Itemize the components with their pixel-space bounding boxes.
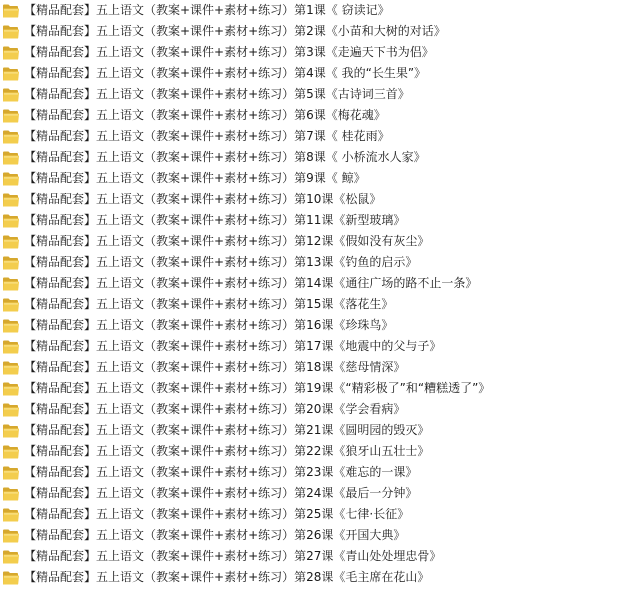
folder-item[interactable] xyxy=(0,231,640,252)
folder-item[interactable] xyxy=(0,273,640,294)
folder-item[interactable] xyxy=(0,42,640,63)
folder-name: 【精品配套】五上语文（教案+课件+素材+练习）第12课《假如没有灰尘》 xyxy=(24,234,430,248)
folder-name: 【精品配套】五上语文（教案+课件+素材+练习）第17课《地震中的父与子》 xyxy=(24,339,442,353)
folder-name: 【精品配套】五上语文（教案+课件+素材+练习）第3课《走遍天下书为侣》 xyxy=(24,45,434,59)
folder-item[interactable] xyxy=(0,462,640,483)
folder-name: 【精品配套】五上语文（教案+课件+素材+练习）第28课《毛主席在花山》 xyxy=(24,570,430,584)
folder-name: 【精品配套】五上语文（教案+课件+素材+练习）第7课《 桂花雨》 xyxy=(24,129,390,143)
folder-icon xyxy=(2,255,20,271)
folder-name: 【精品配套】五上语文（教案+课件+素材+练习）第18课《慈母情深》 xyxy=(24,360,406,374)
folder-item[interactable] xyxy=(0,441,640,462)
folder-item[interactable] xyxy=(0,252,640,273)
folder-item[interactable] xyxy=(0,21,640,42)
folder-icon xyxy=(2,87,20,103)
folder-item[interactable] xyxy=(0,567,640,588)
folder-name: 【精品配套】五上语文（教案+课件+素材+练习）第10课《松鼠》 xyxy=(24,192,382,206)
folder-item[interactable] xyxy=(0,126,640,147)
folder-name: 【精品配套】五上语文（教案+课件+素材+练习）第2课《小苗和大树的对话》 xyxy=(24,24,446,38)
folder-item[interactable] xyxy=(0,210,640,231)
folder-name: 【精品配套】五上语文（教案+课件+素材+练习）第14课《通往广场的路不止一条》 xyxy=(24,276,478,290)
folder-icon xyxy=(2,108,20,124)
folder-item[interactable] xyxy=(0,0,640,21)
folder-item[interactable] xyxy=(0,84,640,105)
folder-icon xyxy=(2,360,20,376)
folder-icon xyxy=(2,297,20,313)
folder-icon xyxy=(2,213,20,229)
folder-icon xyxy=(2,150,20,166)
folder-item[interactable] xyxy=(0,525,640,546)
folder-icon xyxy=(2,24,20,40)
folder-icon xyxy=(2,444,20,460)
folder-name: 【精品配套】五上语文（教案+课件+素材+练习）第4课《 我的“长生果”》 xyxy=(24,66,427,80)
folder-name: 【精品配套】五上语文（教案+课件+素材+练习）第25课《七律·长征》 xyxy=(24,507,410,521)
folder-item[interactable] xyxy=(0,294,640,315)
folder-icon xyxy=(2,570,20,586)
folder-icon xyxy=(2,339,20,355)
folder-name: 【精品配套】五上语文（教案+课件+素材+练习）第5课《古诗词三首》 xyxy=(24,87,410,101)
folder-icon xyxy=(2,402,20,418)
folder-item[interactable] xyxy=(0,315,640,336)
folder-name: 【精品配套】五上语文（教案+课件+素材+练习）第27课《青山处处埋忠骨》 xyxy=(24,549,442,563)
folder-item[interactable] xyxy=(0,546,640,567)
folder-item[interactable] xyxy=(0,63,640,84)
folder-icon xyxy=(2,234,20,250)
folder-name: 【精品配套】五上语文（教案+课件+素材+练习）第8课《 小桥流水人家》 xyxy=(24,150,426,164)
folder-item[interactable] xyxy=(0,483,640,504)
folder-name: 【精品配套】五上语文（教案+课件+素材+练习）第23课《难忘的一课》 xyxy=(24,465,418,479)
folder-icon xyxy=(2,507,20,523)
folder-icon xyxy=(2,465,20,481)
folder-icon xyxy=(2,129,20,145)
folder-name: 【精品配套】五上语文（教案+课件+素材+练习）第6课《梅花魂》 xyxy=(24,108,386,122)
folder-name: 【精品配套】五上语文（教案+课件+素材+练习）第20课《学会看病》 xyxy=(24,402,406,416)
folder-item[interactable] xyxy=(0,147,640,168)
folder-item[interactable] xyxy=(0,336,640,357)
folder-name: 【精品配套】五上语文（教案+课件+素材+练习）第16课《珍珠鸟》 xyxy=(24,318,394,332)
folder-icon xyxy=(2,381,20,397)
folder-item[interactable] xyxy=(0,399,640,420)
folder-item[interactable] xyxy=(0,357,640,378)
folder-icon xyxy=(2,45,20,61)
folder-name: 【精品配套】五上语文（教案+课件+素材+练习）第11课《新型玻璃》 xyxy=(24,213,406,227)
folder-name: 【精品配套】五上语文（教案+课件+素材+练习）第15课《落花生》 xyxy=(24,297,394,311)
folder-item[interactable] xyxy=(0,420,640,441)
folder-icon xyxy=(2,192,20,208)
folder-icon xyxy=(2,171,20,187)
folder-item[interactable] xyxy=(0,378,640,399)
folder-icon xyxy=(2,549,20,565)
folder-item[interactable] xyxy=(0,504,640,525)
folder-item[interactable] xyxy=(0,105,640,126)
folder-item[interactable] xyxy=(0,189,640,210)
folder-icon xyxy=(2,276,20,292)
folder-name: 【精品配套】五上语文（教案+课件+素材+练习）第9课《 鲸》 xyxy=(24,171,366,185)
folder-name: 【精品配套】五上语文（教案+课件+素材+练习）第19课《“精彩极了”和“糟糕透了”》 xyxy=(24,381,491,395)
folder-name: 【精品配套】五上语文（教案+课件+素材+练习）第13课《钓鱼的启示》 xyxy=(24,255,418,269)
folder-icon xyxy=(2,423,20,439)
folder-icon xyxy=(2,528,20,544)
folder-icon xyxy=(2,486,20,502)
folder-icon xyxy=(2,3,20,19)
folder-icon xyxy=(2,66,20,82)
folder-icon xyxy=(2,318,20,334)
folder-name: 【精品配套】五上语文（教案+课件+素材+练习）第1课《 窃读记》 xyxy=(24,3,390,17)
folder-name: 【精品配套】五上语文（教案+课件+素材+练习）第22课《狼牙山五壮士》 xyxy=(24,444,430,458)
folder-name: 【精品配套】五上语文（教案+课件+素材+练习）第26课《开国大典》 xyxy=(24,528,406,542)
folder-name: 【精品配套】五上语文（教案+课件+素材+练习）第24课《最后一分钟》 xyxy=(24,486,418,500)
folder-name: 【精品配套】五上语文（教案+课件+素材+练习）第21课《圆明园的毁灭》 xyxy=(24,423,430,437)
folder-item[interactable] xyxy=(0,168,640,189)
